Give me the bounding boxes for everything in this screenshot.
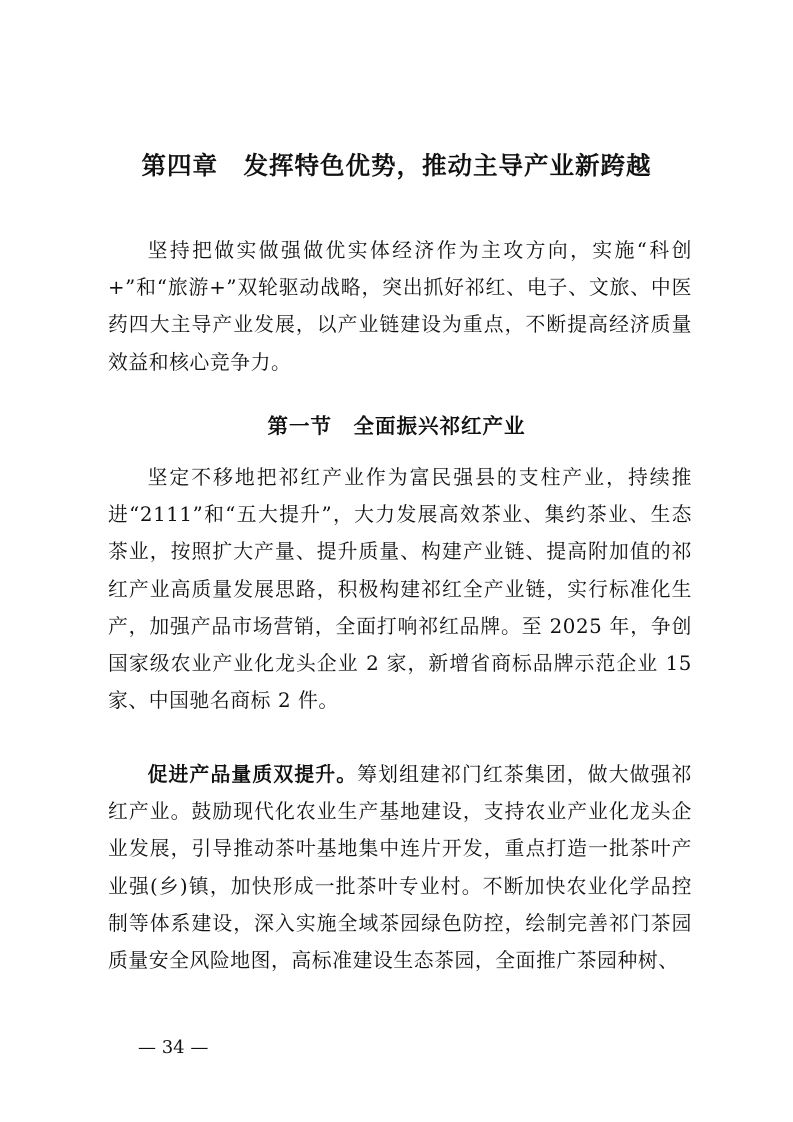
paragraph-body-text: 筹划组建祁门红茶集团，做大做强祁红产业。鼓励现代化农业生产基地建设，支持农业产业化龙头企业发展，引导推动茶叶基地集中连片开发，重点打造一批茶叶产业强(乡)镇，加快形成一批茶叶专业村。不断加快农业化学品控制等体系建设，深入实施全域茶园绿色防控，绘制完善祁门茶园质量安全风险地图，高标准建设生态茶园，全面推广茶园种树、: [108, 763, 692, 973]
page-number: — 34 —: [138, 1037, 209, 1058]
paragraph-lead-heading: 促进产品量质双提升。: [147, 763, 358, 786]
section-paragraph-1: 坚定不移地把祁红产业作为富民强县的支柱产业，持续推进“2111”和“五大提升”，大力发展高效茶业、集约茶业、生态茶业，按照扩大产量、提升质量、构建产业链、提高附加值的祁红产业高质量发展思路，积极构建祁红全产业链，实行标准化生产，加强产品市场营销，全面打响祁红品牌。至 2025 年，争创国家级农业产业化龙头企业 2 家，新增省商标品牌示范企业 15 家、中国驰名商标 2 件。: [108, 466, 692, 713]
chapter-intro-paragraph: 坚持把做实做强做优实体经济作为主攻方向，实施“科创+”和“旅游+”双轮驱动战略，突出抓好祁红、电子、文旅、中医药四大主导产业发展，以产业链建设为重点，不断提高经济质量效益和核心竞争力。: [108, 239, 692, 374]
section-paragraph-2: [108, 756, 692, 979]
chapter-title: 第四章 发挥特色优势，推动主导产业新跨越: [141, 151, 652, 180]
section-title: 第一节 全面振兴祁红产业: [267, 414, 526, 438]
